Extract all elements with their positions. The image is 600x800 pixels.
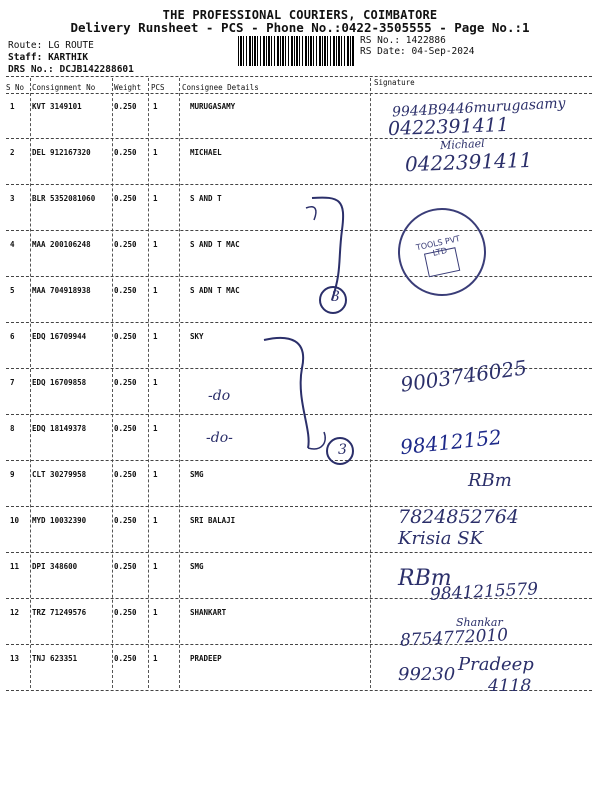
row-consignment: DEL 912167320 [32,148,91,157]
route-label: Route: [8,40,43,51]
row-weight: 0.250 [114,286,137,295]
row-sno: 7 [10,378,15,387]
row-consignment: MAA 200106248 [32,240,91,249]
phone-row-1: 0422391411 [387,113,510,141]
signature-row-13: Pradeep [458,654,534,675]
row-pcs: 1 [153,286,158,295]
row-rule [6,184,592,185]
row-weight: 0.250 [114,470,137,479]
runsheet-title: THE PROFESSIONAL COURIERS, COIMBATORE [162,8,438,22]
row-pcs: 1 [153,240,158,249]
runsheet-subtitle: Delivery Runsheet - PCS - Phone No.:0422-3505555 - Page No.:1 [70,20,530,35]
row-consignment: EDQ 16709858 [32,378,87,387]
row-sno: 8 [10,424,15,433]
phone-row-10: 7824852764 [398,506,519,528]
row-weight: 0.250 [114,240,137,249]
signature-row-2: Michael [439,136,485,153]
stamp-text: TOOLS PVT LTD [415,234,461,258]
row-pcs: 1 [153,608,158,617]
bracket-group-b [250,330,370,470]
row-pcs: 1 [153,654,158,663]
row-details: SMG [190,470,204,479]
rs-no-label: RS No.: [360,35,401,46]
row-details: SHANKART [190,608,227,617]
row-consignment: TNJ 623351 [32,654,78,663]
row-weight: 0.250 [114,424,137,433]
row-weight: 0.250 [114,102,137,111]
row-rule [6,138,592,139]
row-sno: 10 [10,516,20,525]
phone-row-2: 0422391411 [404,147,533,177]
row-consignment: MAA 704918938 [32,286,91,295]
row-details: S AND T MAC [190,240,240,249]
bracket-count-b: 3 [338,442,347,458]
phone-part-row-13: 99230 [398,664,456,685]
signature-row-8: 98412152 [399,424,503,460]
table-header [6,78,598,94]
staff-value: KARTHIK [48,52,89,63]
drs-value: DCJB142288601 [59,64,134,75]
row-consignment: BLR 5352081060 [32,194,96,203]
rs-no-line [360,35,446,46]
table-top-rule [6,76,592,77]
row-consignment: MYD 10032390 [32,516,87,525]
row-weight: 0.250 [114,332,137,341]
signature-row-11: RBm [398,566,452,591]
rs-no-value: 1422886 [405,35,446,46]
row-consignment: CLT 30279958 [32,470,87,479]
row-rule [6,322,592,323]
table-header-rule [6,93,592,94]
bracket-count-a: 3 [331,289,340,305]
col-signature: Signature [374,78,415,87]
row-details: SMG [190,562,204,571]
row-pcs: 1 [153,470,158,479]
ditto-row-7: -do [208,388,231,404]
ditto-row-8: -do- [206,430,233,446]
route-value: LG ROUTE [48,40,94,51]
row-details: MURUGASAMY [190,102,236,111]
drs-line [8,64,134,75]
row-details: S ADN T MAC [190,286,240,295]
signature-row-9: RBm [468,470,512,491]
signature-row-12: Shankar [456,616,503,629]
col-details: Consignee Details [182,83,259,92]
row-pcs: 1 [153,378,158,387]
barcode [238,36,354,66]
row-sno: 1 [10,102,15,111]
rs-date-value: 04-Sep-2024 [411,46,475,57]
signature-row-7: 9003746025 [398,355,529,397]
drs-label: DRS No.: [8,64,54,75]
phone-row-12: 8754772010 [399,625,509,651]
row-consignment: EDQ 16709944 [32,332,87,341]
row-weight: 0.250 [114,654,137,663]
row-weight: 0.250 [114,516,137,525]
row-sno: 6 [10,332,15,341]
rs-date-line [360,46,474,57]
row-pcs: 1 [153,148,158,157]
row-details: MICHAEL [190,148,222,157]
row-sno: 5 [10,286,15,295]
row-consignment: EDQ 18149378 [32,424,87,433]
row-sno: 3 [10,194,15,203]
row-weight: 0.250 [114,148,137,157]
row-weight: 0.250 [114,194,137,203]
col-pcs: PCS [151,83,165,92]
row-sno: 11 [10,562,20,571]
stamp-logo-icon [424,247,460,277]
row-sno: 4 [10,240,15,249]
row-details: S AND T [190,194,222,203]
staff-line [8,52,88,63]
row-pcs: 1 [153,516,158,525]
signature-row-10: Krisia SK [398,528,484,549]
col-sno: S No [6,83,25,92]
signature-row-1: 9944B9446murugasamy [391,95,566,121]
row-pcs: 1 [153,332,158,341]
row-weight: 0.250 [114,608,137,617]
route-line [8,40,94,51]
col-weight: Weight [114,83,142,92]
row-rule [6,552,592,553]
rs-date-label: RS Date: [360,46,406,57]
staff-label: Staff: [8,52,43,63]
bracket-group-a [250,190,360,320]
row-pcs: 1 [153,424,158,433]
row-consignment: KVT 3149101 [32,102,82,111]
row-sno: 2 [10,148,15,157]
row-sno: 12 [10,608,20,617]
row-details: SRI BALAJI [190,516,236,525]
phone-row-11: 9841215579 [429,579,539,605]
row-consignment: TRZ 71249576 [32,608,87,617]
row-pcs: 1 [153,194,158,203]
row-pcs: 1 [153,562,158,571]
row-weight: 0.250 [114,378,137,387]
row-details: SKY [190,332,204,341]
phone-end-row-13: 4118 [488,676,532,696]
row-sno: 13 [10,654,20,663]
col-consignment: Consignment No [32,83,96,92]
row-weight: 0.250 [114,562,137,571]
row-pcs: 1 [153,102,158,111]
row-consignment: DPI 348600 [32,562,78,571]
row-sno: 9 [10,470,15,479]
row-details: PRADEEP [190,654,222,663]
